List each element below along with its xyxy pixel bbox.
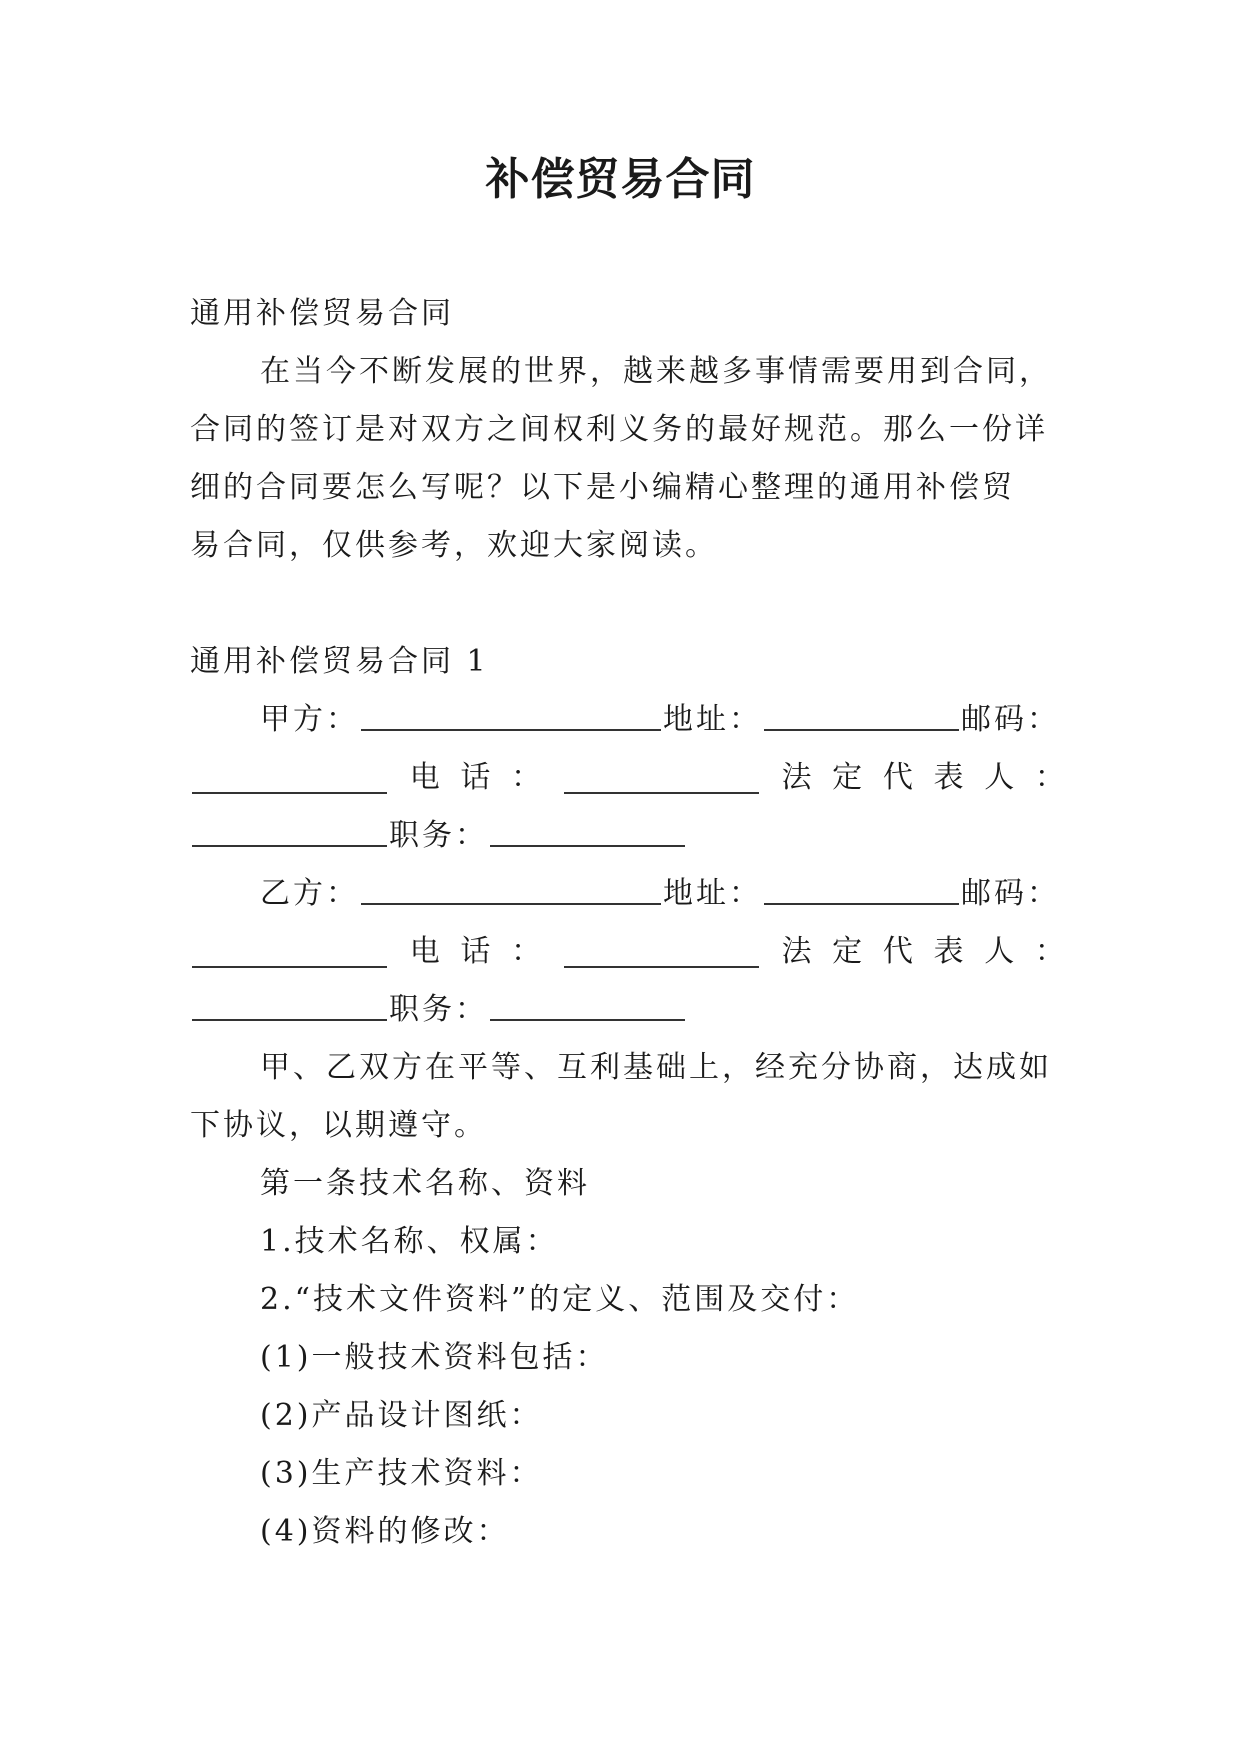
article-1-sub-2: (2)产品设计图纸： xyxy=(260,1398,543,1433)
article-1-sub-1: (1)一般技术资料包括： xyxy=(260,1340,609,1375)
party-b-title-label: 职务： xyxy=(389,992,488,1027)
party-a-phone-char: ： xyxy=(511,760,542,795)
party-a-rep-char: 人 xyxy=(984,760,1015,795)
party-b-name-label: 乙方： xyxy=(260,876,359,911)
party-b-line-1 xyxy=(190,865,1065,923)
party-b-rep-char: 代 xyxy=(882,934,913,969)
party-b-rep-char: 定 xyxy=(832,934,863,969)
party-b-rep-char: 人 xyxy=(984,934,1015,969)
party-a-rep-char: 表 xyxy=(933,760,964,795)
document-body xyxy=(190,285,1065,1561)
party-a-rep-char: 定 xyxy=(832,760,863,795)
party-b-phone-char: ： xyxy=(511,934,542,969)
party-a-phone-char: 话 xyxy=(460,760,491,795)
party-a-address-blank[interactable] xyxy=(764,699,959,731)
party-a-address-label: 地址： xyxy=(663,702,762,737)
document-heading: 通用补偿贸易合同 xyxy=(190,296,454,331)
party-b-line-3 xyxy=(190,981,1065,1039)
party-a-phone-blank[interactable] xyxy=(564,762,759,794)
party-a-rep-char: 法 xyxy=(781,760,812,795)
intro-line: 细的合同要怎么写呢？以下是小编精心整理的通用补偿贸 xyxy=(190,470,1015,505)
party-b-rep-char: ： xyxy=(1034,934,1065,969)
party-a-line-2 xyxy=(190,749,1065,807)
party-a-name-label: 甲方： xyxy=(260,702,359,737)
party-b-name-blank[interactable] xyxy=(361,873,661,905)
article-1-heading: 第一条技术名称、资料 xyxy=(260,1166,590,1201)
party-b-title-blank[interactable] xyxy=(490,989,685,1021)
party-a-title-blank[interactable] xyxy=(490,815,685,847)
party-a-name-blank[interactable] xyxy=(361,699,661,731)
paragraph-gap xyxy=(190,575,1065,633)
agreement-line: 甲、乙双方在平等、互利基础上，经充分协商，达成如 xyxy=(260,1050,1052,1085)
section-heading: 通用补偿贸易合同 1 xyxy=(190,644,489,679)
party-b-phone-char: 话 xyxy=(460,934,491,969)
article-1-item-2: 2.“技术文件资料”的定义、范围及交付： xyxy=(260,1282,860,1317)
party-a-title-label: 职务： xyxy=(389,818,488,853)
party-b-rep-blank[interactable] xyxy=(192,989,387,1021)
party-b-address-blank[interactable] xyxy=(764,873,959,905)
party-a-postcode-blank[interactable] xyxy=(192,762,387,794)
article-1-sub-3: (3)生产技术资料： xyxy=(260,1456,543,1491)
party-a-line-3 xyxy=(190,807,1065,865)
document-title: 补偿贸易合同 xyxy=(485,154,756,205)
party-b-postcode-label: 邮码： xyxy=(961,876,1060,911)
party-a-line-1 xyxy=(190,691,1065,749)
agreement-line: 下协议，以期遵守。 xyxy=(190,1108,487,1143)
party-a-phone-char: 电 xyxy=(409,760,440,795)
party-a-rep-char: ： xyxy=(1034,760,1065,795)
party-b-line-2 xyxy=(190,923,1065,981)
intro-line: 易合同，仅供参考，欢迎大家阅读。 xyxy=(190,528,718,563)
party-b-phone-blank[interactable] xyxy=(564,936,759,968)
party-b-rep-char: 法 xyxy=(781,934,812,969)
party-a-rep-char: 代 xyxy=(882,760,913,795)
intro-line: 在当今不断发展的世界，越来越多事情需要用到合同， xyxy=(260,354,1052,389)
article-1-sub-4: (4)资料的修改： xyxy=(260,1514,510,1549)
party-b-address-label: 地址： xyxy=(663,876,762,911)
party-b-phone-char: 电 xyxy=(409,934,440,969)
intro-line: 合同的签订是对双方之间权利义务的最好规范。那么一份详 xyxy=(190,412,1048,447)
article-1-item-1: 1.技术名称、权属： xyxy=(260,1224,559,1259)
party-a-rep-blank[interactable] xyxy=(192,815,387,847)
party-b-postcode-blank[interactable] xyxy=(192,936,387,968)
party-a-postcode-label: 邮码： xyxy=(961,702,1060,737)
party-b-rep-char: 表 xyxy=(933,934,964,969)
